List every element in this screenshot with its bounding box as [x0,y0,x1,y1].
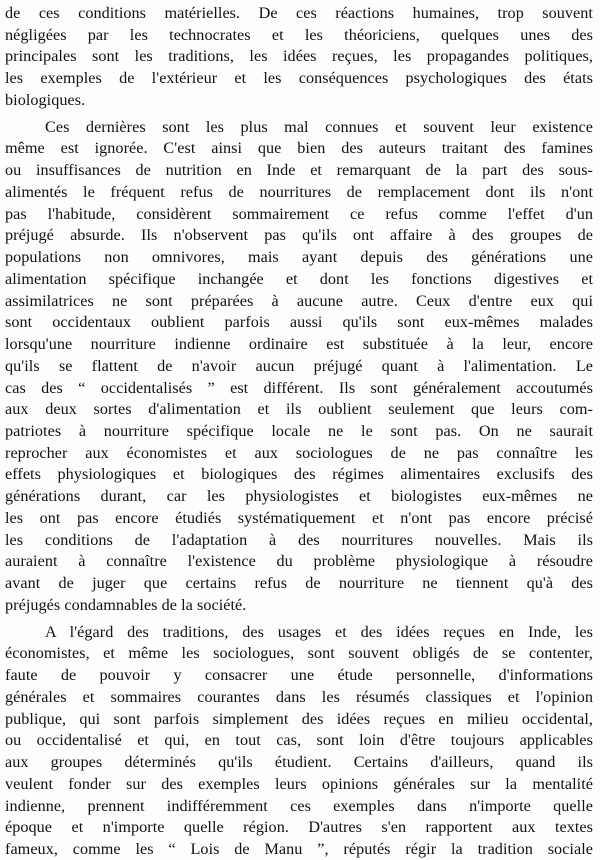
text-line: biologiques. [5,90,86,109]
text-line: faute de pouvoir y consacrer une étude personnelle, d'informations [5,666,593,685]
text-line: assimilatrices ne sont préparées à aucune autre. Ceux d'entre eux qui [5,291,593,310]
text-line: auraient à connaître l'existence du problème physiologique à résoudre [5,552,593,571]
text-line: publique, qui sont parfois simplement des idées reçues en milieu occidental, [5,709,593,728]
text-line: époque et n'importe quelle région. D'autres s'en rapportent aux textes [5,818,593,837]
text-line: générales et sommaires courantes dans les résumés classiques et l'opinion [5,687,593,706]
text-line: avant de juger que certains refus de nourriture ne tiennent qu'à des [5,574,593,593]
text-line: économistes, et même les sociologues, sont souvent obligés de se contenter, [5,644,593,663]
text-line: alimentation spécifique inchangée et dont les fonctions digestives et [5,269,593,288]
text-line: qu'ils se flattent de n'avoir aucun préjugé quant à l'alimentation. Le [5,356,593,375]
text-line: préjugés condamnables de la société. [5,595,247,614]
text-line: aux deux sortes d'alimentation et ils oublient seulement que leurs com- [5,400,593,419]
text-line: préjugé absurde. Ils n'observent pas qu'ils ont affaire à des groupes de [5,226,593,245]
text-line: cas des “ occidentalisés ” est différent. Ils sont généralement accoutumés [5,378,593,397]
text-line: principales sont les traditions, les idées reçues, les propagandes politiques, [5,47,593,66]
text-line: sont occidentaux oublient parfois aussi qu'ils sont eux-mêmes malades [5,313,593,332]
text-line: les conditions de l'adaptation à des nourritures nouvelles. Mais ils [5,530,593,549]
text-line: ou occidentalisé et qui, en tout cas, sont loin d'être toujours applicables [5,731,593,750]
text-line: même est ignorée. C'est ainsi que bien des auteurs traitant des famines [5,139,593,158]
text-line: de ces conditions matérielles. De ces réactions humaines, trop souvent [5,4,593,22]
text-line: pas l'habitude, considèrent sommairement ce refus comme l'effet d'un [5,204,593,223]
text-line: aux groupes déterminés qu'ils étudient. Certains d'ailleurs, quand ils [5,753,593,772]
text-line: les exemples de l'extérieur et les conséquences psychologiques des états [5,69,593,88]
text-line: reprocher aux économistes et aux sociologues de ne pas connaître les [5,443,593,462]
text-line: ou insuffisances de nutrition en Inde et remarquant de la part des sous- [5,161,593,180]
text-line: alimentés le fréquent refus de nourritures de remplacement dont ils n'ont [5,182,593,201]
text-line: Ces dernières sont les plus mal connues et souvent leur existence [45,117,593,136]
text-line: indienne, prennent indifféremment ces exemples dans n'importe quelle [5,796,593,815]
text-line: patriotes à nourriture spécifique locale ne le sont pas. On ne saurait [5,422,593,440]
text-line: négligées par les technocrates et les théoriciens, quelques unes des [5,25,593,44]
text-line: les ont pas encore étudiés systématiquement et n'ont pas encore précisé [5,508,593,527]
text-line: populations non omnivores, mais ayant depuis des générations une [5,248,593,267]
text-line: veulent fonder sur des exemples leurs opinions générales sur la mentalité [5,774,593,793]
text-line: A l'égard des traditions, des usages et des idées reçues en Inde, les [45,622,593,641]
text-line: fameux, comme les “ Lois de Manu ”, réputés régir la tradition sociale [5,840,593,858]
text-line: générations durant, car les physiologistes et biologistes eux-mêmes ne [5,487,593,506]
text-line: lorsqu'une nourriture indienne ordinaire est substituée à la leur, encore [5,335,593,354]
text-line: effets physiologiques et biologiques des régimes alimentaires exclusifs des [5,465,593,484]
